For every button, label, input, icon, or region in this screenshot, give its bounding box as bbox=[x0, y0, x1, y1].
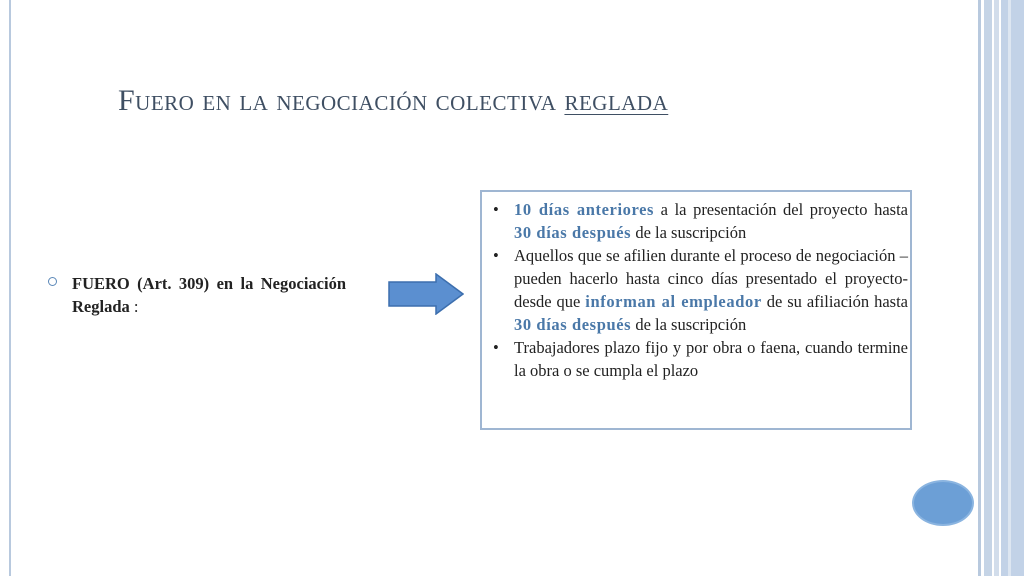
list-item-text: de la suscripción bbox=[631, 315, 747, 334]
frame-right-stripe bbox=[978, 0, 981, 576]
list-item-text: de su afiliación hasta bbox=[761, 292, 908, 311]
slide-title bbox=[118, 84, 668, 118]
bullet-dot: • bbox=[493, 246, 499, 265]
frame-right-stripe bbox=[994, 0, 999, 576]
list-item-text: a la presentación del proyecto hasta bbox=[654, 200, 908, 219]
left-bullet-suffix: : bbox=[129, 297, 139, 316]
slide-title-underlined: reglada bbox=[564, 84, 669, 117]
list-item bbox=[490, 198, 908, 244]
highlight-text: informan al empleador bbox=[585, 292, 762, 311]
frame-right-stripe bbox=[984, 0, 992, 576]
left-bullet-strong: FUERO (Art. 309) en la Negociación Reglada bbox=[72, 274, 346, 316]
highlight-text: 30 días después bbox=[514, 223, 632, 242]
bullet-dot: • bbox=[493, 338, 499, 357]
ring-bullet-icon bbox=[48, 277, 57, 286]
list-item-text: de la suscripción bbox=[631, 223, 747, 242]
frame-left-line bbox=[9, 0, 11, 576]
slide-title-main: Fuero en la negociación colectiva bbox=[118, 84, 565, 117]
frame-right-stripe bbox=[1001, 0, 1024, 576]
highlight-text: 30 días después bbox=[514, 315, 632, 334]
conditions-box bbox=[480, 190, 912, 430]
corner-circle-decoration bbox=[912, 480, 974, 526]
left-bullet-text bbox=[72, 272, 346, 318]
list-item-text: Aquellos que se afilien durante el proceso de negociación –pueden hacerlo hasta cinco días presentado el proyecto- desde que bbox=[514, 246, 908, 311]
right-arrow-icon bbox=[388, 273, 464, 315]
list-item bbox=[490, 336, 908, 382]
frame-right-stripe bbox=[1008, 0, 1011, 576]
bullet-dot: • bbox=[493, 200, 499, 219]
list-item-text: Trabajadores plazo fijo y por obra o faena, cuando termine la obra o se cumpla el plazo bbox=[514, 338, 908, 380]
list-item bbox=[490, 244, 908, 336]
highlight-text: 10 días anteriores bbox=[514, 200, 655, 219]
conditions-list bbox=[490, 198, 908, 382]
